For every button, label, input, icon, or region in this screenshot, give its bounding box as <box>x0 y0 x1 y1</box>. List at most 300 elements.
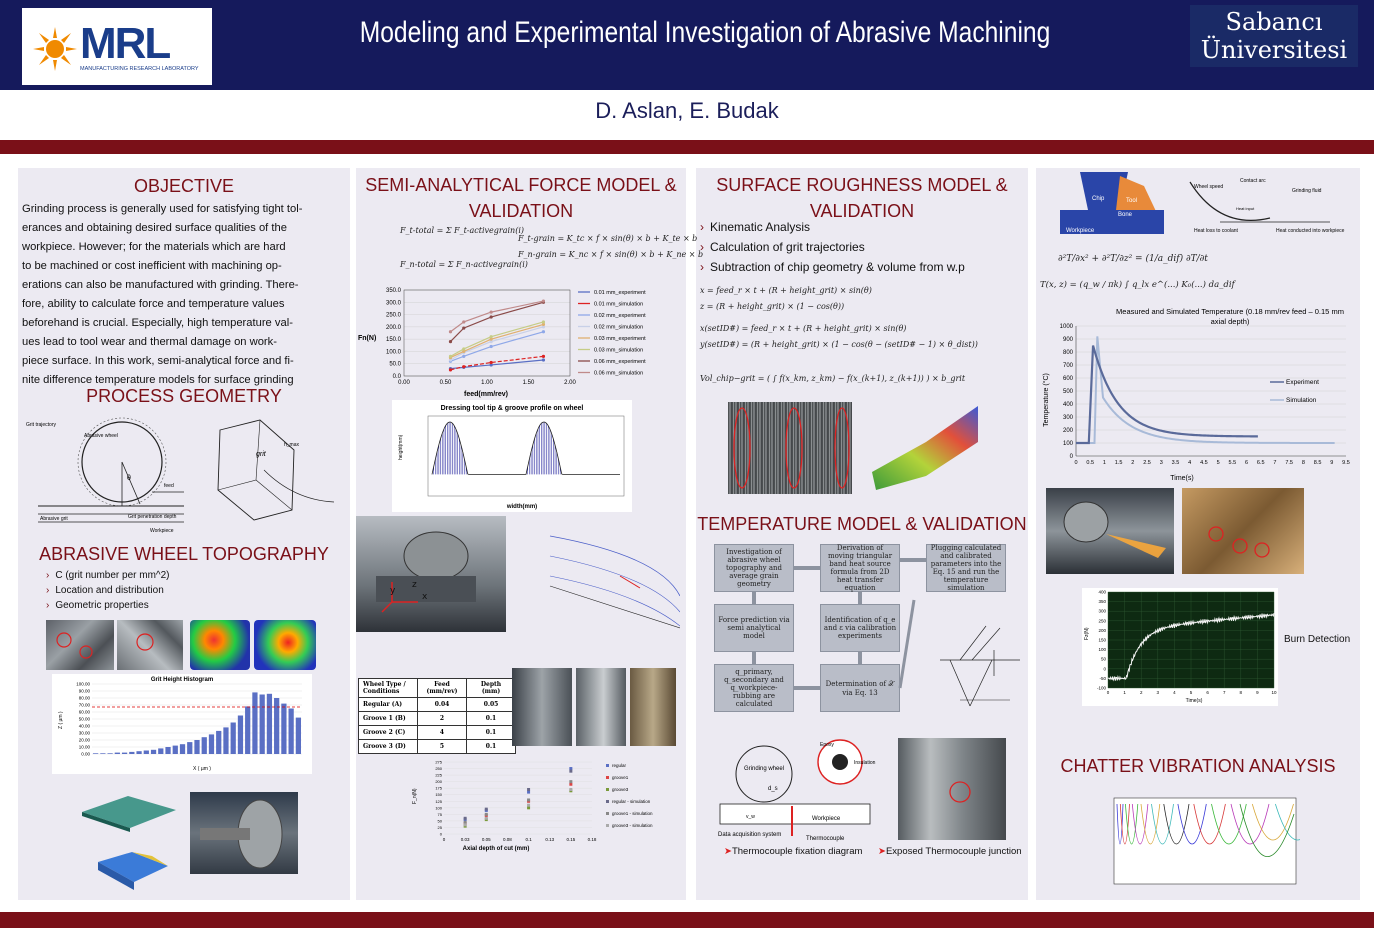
topography-3d-map-1 <box>190 620 250 670</box>
chart1-legend-label: 0.01 mm_experiment <box>594 290 646 296</box>
chart1-x-tick: 1.50 <box>522 380 535 386</box>
histogram-bar <box>180 744 185 754</box>
chart1-point <box>462 326 465 329</box>
temp-chart-x-tick: 7 <box>1273 460 1277 466</box>
chart3-y-tick: 175 <box>435 785 442 791</box>
objective-line: nite difference temperature models for surface grinding <box>22 374 294 386</box>
temp-legend-label: Simulation <box>1286 397 1317 404</box>
table-row <box>359 726 516 740</box>
topography-bullet: › C (grit number per mm^2) <box>46 570 170 581</box>
histogram-y-tick: 10.00 <box>78 744 90 750</box>
chart1-legend-label: 0.02 mm_simulation <box>594 324 644 331</box>
force-feed-chart <box>356 284 686 402</box>
mrl-logo <box>22 8 212 85</box>
force-title-line2: VALIDATION <box>468 201 574 221</box>
histogram-bar <box>202 737 207 754</box>
temperature-solution-equation: T(x, z) = (q_w / πk) ∫ q_lx e^(...) K₀(...) da_dif <box>1040 280 1235 290</box>
histogram-y-tick: 40.00 <box>78 723 90 729</box>
histogram-bar <box>289 709 294 755</box>
burn-chart-x-tick: 5 <box>1189 690 1193 695</box>
process-geometry-diagram <box>24 410 344 540</box>
force-title <box>356 172 686 224</box>
objective-line: to be machined or cost inefficient with machining op- <box>22 260 282 272</box>
authors: D. Aslan, E. Budak <box>595 98 779 123</box>
chart3-legend-label: groove1 - simulation <box>612 811 653 816</box>
temp-chart-y-tick: 900 <box>1062 337 1073 343</box>
chart1-point <box>490 345 493 348</box>
objective-line: beforehand is crucial. Especially, high temperature val- <box>22 317 293 329</box>
label-daq: Data acquisition system <box>718 832 782 838</box>
table-cell: Groove 2 (C) <box>359 726 418 740</box>
wheel-surface-photo-1 <box>46 620 114 670</box>
chart1-x-tick: 0.50 <box>439 380 452 386</box>
force-title-line1: SEMI-ANALYTICAL FORCE MODEL & <box>365 175 677 195</box>
histogram-y-tick: 90.00 <box>78 688 90 694</box>
poster-title: Modeling and Experimental Investigation of Abrasive Machining <box>359 16 1051 49</box>
table-cell: 0.1 <box>467 726 516 740</box>
histogram-bar <box>260 695 265 755</box>
chart3-legend-swatch <box>606 788 609 791</box>
temp-chart-x-tick: 8 <box>1301 460 1305 466</box>
burn-chart-y-tick: -100 <box>1096 685 1106 691</box>
chart3-legend-label: groove3 - simulation <box>612 823 653 828</box>
table-cell: 0.04 <box>418 698 467 712</box>
chart3-point <box>569 780 572 783</box>
burn-chart-y-tick: 250 <box>1098 618 1106 624</box>
burn-chart-x-tick: 2 <box>1139 690 1143 695</box>
roughness-title-line1: SURFACE ROUGHNESS MODEL & <box>716 175 1008 195</box>
burn-chart-y-tick: -50 <box>1099 675 1106 681</box>
chart1-legend-label: 0.03 mm_simulation <box>594 347 644 354</box>
histogram-y-tick: 60.00 <box>78 709 90 715</box>
label-abrasive-wheel: Abrasive wheel <box>84 433 118 439</box>
chart1-ylabel: Fn(N) <box>358 335 377 342</box>
chart1-y-tick: 150.0 <box>385 337 401 344</box>
chart1-y-tick: 100.0 <box>385 349 401 356</box>
bullet-arrow-icon: › <box>46 585 50 596</box>
histogram-xlabel: X ( µm ) <box>193 766 211 772</box>
histogram-bar <box>93 753 98 754</box>
bullet-arrow-icon: › <box>46 570 50 581</box>
chart3-x-tick: 0 <box>442 837 446 842</box>
burn-chart-x-tick: 10 <box>1271 690 1277 695</box>
table-header: Feed (mm/rev) <box>418 679 467 698</box>
label-heat-input: Heat input <box>1236 206 1255 211</box>
surface-plot-1 <box>76 776 180 834</box>
burn-chart-x-tick: 0 <box>1106 690 1110 695</box>
temp-chart-x-tick: 9.5 <box>1342 460 1350 466</box>
temp-chart-x-tick: 6 <box>1244 460 1249 466</box>
chart1-point <box>462 347 465 350</box>
label-contact-arc: Contact arc <box>1240 178 1266 184</box>
grit-trajectory-simulation <box>540 516 680 632</box>
temp-chart-x-tick: 3 <box>1159 460 1163 466</box>
temp-chart-x-tick: 0 <box>1074 460 1078 466</box>
objective-line: Grinding process is generally used for satisfying tight tol- <box>22 203 303 215</box>
chart1-legend-label: 0.06 mm_simulation <box>594 370 644 377</box>
histogram-y-tick: 50.00 <box>78 716 90 722</box>
grooved-wheel-photo-1 <box>512 668 572 746</box>
grinding-setup-photo <box>356 516 506 632</box>
bullet-arrow-icon: › <box>700 220 704 234</box>
top-band <box>0 140 1374 154</box>
caption-thermocouple-fixation: ➤Thermocouple fixation diagram <box>724 846 863 857</box>
process-geometry-title: PROCESS GEOMETRY <box>86 386 282 406</box>
temp-chart-x-tick: 2 <box>1131 460 1135 466</box>
burn-chart-xlabel: Time(s) <box>1185 698 1203 704</box>
roughness-title-line2: VALIDATION <box>809 201 915 221</box>
temp-legend-label: Experiment <box>1286 379 1319 386</box>
roughness-eq-1: x = feed_r × t + (R + height_grit) × sin(θ) <box>700 286 872 295</box>
label-heat-coolant: Heat loss to coolant <box>1194 228 1238 234</box>
chart3-point <box>464 817 467 820</box>
chart3-legend-label: regular - simulation <box>612 799 651 804</box>
label-ds: d_s <box>768 786 778 792</box>
table-cell: 4 <box>418 726 467 740</box>
roughness-bullet: › Calculation of grit trajectories <box>700 240 865 254</box>
mrl-logo-text: MRL <box>80 19 170 68</box>
chart1-point <box>490 315 493 318</box>
histogram-bar <box>187 742 192 754</box>
temp-chart-y-tick: 100 <box>1062 441 1073 447</box>
chart1-point <box>542 320 545 323</box>
chart3-y-tick: 275 <box>435 759 442 765</box>
burn-chart-x-tick: 6 <box>1206 690 1209 695</box>
table-cell: Groove 1 (B) <box>359 712 418 726</box>
burn-chart-x-tick: 3 <box>1156 690 1160 695</box>
roughness-title <box>696 172 1028 224</box>
sabanci-logo-line2: Üniversitesi <box>1200 36 1348 64</box>
chart1-y-tick: 300.0 <box>385 300 401 307</box>
objective-text <box>22 200 348 390</box>
label-heat-workpiece: Heat conducted into workpiece <box>1276 228 1345 234</box>
chart3-point <box>464 821 467 824</box>
flow-box-3: Plugging calculated and calibrated parameters into the Eq. 15 and run the temperature simulation <box>926 544 1006 592</box>
burn-chart-y-tick: 0 <box>1103 666 1106 672</box>
chart3-point <box>527 798 530 801</box>
label-epoxy: Epoxy <box>820 742 834 748</box>
flow-box-6: q_primary, q_secondary and q_workpiece-rubbing are calculated <box>714 664 794 712</box>
chart3-point <box>569 767 572 770</box>
grinding-sparks-photo <box>1046 488 1174 574</box>
depth-force-chart <box>410 758 660 854</box>
chatter-title: CHATTER VIBRATION ANALYSIS <box>1060 756 1336 776</box>
roughness-bullet: › Kinematic Analysis <box>700 220 811 234</box>
label-thermocouple: Thermocouple <box>806 836 845 842</box>
wheel-surface-photo-2 <box>117 620 183 670</box>
chart3-legend-swatch <box>606 812 609 815</box>
topography-3d-map-2 <box>254 620 316 670</box>
heat-source-geometry-diagram <box>930 620 1026 714</box>
burn-chart-x-tick: 7 <box>1222 690 1226 695</box>
grinding-machine-photo-1 <box>190 792 298 874</box>
histogram-y-tick: 70.00 <box>78 702 90 708</box>
table-cell: 0.1 <box>467 712 516 726</box>
label-workpiece-diagram: Workpiece <box>812 816 841 822</box>
chart3-point <box>527 804 530 807</box>
chart3-x-tick: 0.1 <box>525 837 532 842</box>
burn-chart-y-tick: 150 <box>1098 637 1106 643</box>
roughness-eq-2: z = (R + height_grit) × (1 − cos(θ)) <box>700 302 845 311</box>
temp-chart-x-tick: 8.5 <box>1313 460 1322 466</box>
chart2-ylabel: height(mm) <box>398 434 404 460</box>
table-cell: Groove 3 (D) <box>359 740 418 754</box>
temp-chart-y-tick: 800 <box>1062 350 1073 356</box>
sabanci-logo-line1: Sabancı <box>1225 8 1323 36</box>
temp-chart-y-tick: 200 <box>1062 428 1073 434</box>
objective-title: OBJECTIVE <box>133 176 235 196</box>
histogram-y-tick: 0.00 <box>81 751 90 757</box>
objective-line: fore, ability to calculate force and temperature values <box>22 298 285 310</box>
histogram-bar <box>296 718 301 754</box>
chart1-point <box>462 355 465 358</box>
burn-chart-x-tick: 4 <box>1173 690 1176 695</box>
chart3-legend-swatch <box>606 764 609 767</box>
label-workpiece: Workpiece <box>150 528 174 534</box>
simulated-surface-3d <box>866 402 982 490</box>
label-grit-penetration: Grit penetration depth <box>128 514 177 520</box>
chart3-point <box>527 788 530 791</box>
label-tool: Tool <box>1126 198 1138 204</box>
histogram-bar <box>238 716 243 755</box>
caption-arrow-icon: ➤ <box>724 846 732 857</box>
roughness-eq-3: x(setID#) = feed_r × t + (R + height_grit) × sin(θ) <box>700 324 907 333</box>
chart1-legend-label: 0.02 mm_experiment <box>594 313 646 319</box>
roughness-eq-4: y(setID#) = (R + height_grit) × (1 − cos(θ − (setID# − 1) × θ_dist)) <box>700 340 978 349</box>
grooved-wheel-photo-3 <box>630 668 676 746</box>
force-eq-3: F_t-grain = K_tc × f × sin(θ) × b + K_te × b <box>518 234 698 243</box>
chart3-x-tick: 0.18 <box>587 837 597 842</box>
chart3-y-tick: 250 <box>435 766 442 772</box>
sun-icon <box>33 27 77 71</box>
label-wheel-speed: Wheel speed <box>1194 184 1224 190</box>
chart1-point <box>449 340 452 343</box>
grit-height-histogram <box>52 674 312 774</box>
temp-chart-title-line1: Measured and Simulated Temperature (0.18 mm/rev feed – 0.15 mm <box>1116 307 1344 316</box>
chart1-y-tick: 50.0 <box>389 361 401 368</box>
groove-profile-chart <box>392 400 632 512</box>
label-abrasive-grit: Abrasive grit <box>40 516 68 522</box>
label-grinding-fluid: Grinding fluid <box>1292 188 1322 194</box>
chart3-y-tick: 25 <box>437 824 442 830</box>
topography-bullet: › Geometric properties <box>46 600 149 611</box>
chart3-y-tick: 125 <box>435 798 442 804</box>
histogram-bar <box>144 751 149 755</box>
roughness-bullet: › Subtraction of chip geometry & volume from w.p <box>700 260 965 274</box>
objective-line: erances and obtaining desired surface qualities of the <box>22 222 287 234</box>
temp-simulation-line <box>1076 336 1335 443</box>
chart1-point <box>490 361 493 364</box>
chart3-y-tick: 200 <box>435 779 442 785</box>
burn-chart-ylabel: Fz(N) <box>1084 627 1090 640</box>
histogram-bar <box>107 753 112 754</box>
temp-chart-x-tick: 9 <box>1330 460 1334 466</box>
bullet-arrow-icon: › <box>700 260 704 274</box>
burn-chart-y-tick: 200 <box>1098 627 1106 633</box>
label-bone: Bone <box>1118 212 1133 218</box>
objective-line: piece surface. In this work, semi-analytical force and fi- <box>22 355 294 367</box>
table-cell: 0.1 <box>467 740 516 754</box>
temp-chart-y-tick: 400 <box>1062 402 1073 408</box>
wheel-conditions-table <box>358 678 516 754</box>
chart3-legend-swatch <box>606 776 609 779</box>
chart3-y-tick: 100 <box>435 805 442 811</box>
chart3-x-tick: 0.05 <box>481 837 491 842</box>
flow-box-1: Investigation of abrasive wheel topography and average grain geometry <box>714 544 794 592</box>
chart3-y-tick: 75 <box>437 811 442 817</box>
temp-chart-x-tick: 5 <box>1216 460 1220 466</box>
chart3-point <box>485 817 488 820</box>
chart3-legend-label: regular <box>612 763 627 768</box>
chart3-legend-label: groove1 <box>612 775 629 780</box>
chart1-legend-label: 0.01 mm_simulation <box>594 301 644 308</box>
grit-3d-block <box>218 420 294 520</box>
flow-box-7: Determination of 𝒳 via Eq. 13 <box>820 664 900 712</box>
chart1-point <box>542 355 545 358</box>
roughness-eq-5: Vol_chip−grit = ( ∫ f(x_km, z_km) − f(x_(k+1), z_(k+1)) ) × b_grit <box>700 374 966 383</box>
label-grit-trajectory: Grit trajectory <box>26 422 57 428</box>
axis-label-y: y <box>390 586 396 596</box>
chart1-x-tick: 2.00 <box>564 380 576 386</box>
burn-chart-y-tick: 50 <box>1100 656 1106 662</box>
thermocouple-fixation-diagram <box>716 732 886 844</box>
chart3-point <box>569 783 572 786</box>
chart1-point <box>542 299 545 302</box>
chart3-legend-label: groove3 <box>612 787 629 792</box>
chart1-point <box>462 320 465 323</box>
chart3-xlabel: Axial depth of cut (mm) <box>462 846 530 852</box>
table-row <box>359 712 516 726</box>
chart3-y-tick: 150 <box>435 792 442 798</box>
label-theta: θ <box>127 475 131 482</box>
table-header-row <box>359 679 516 698</box>
chart3-x-tick: 0.03 <box>460 837 470 842</box>
histogram-bar <box>165 747 170 754</box>
label-chip: Chip <box>1092 196 1105 202</box>
chart1-y-tick: 200.0 <box>385 324 401 331</box>
chart1-point <box>490 335 493 338</box>
histogram-bar <box>209 734 214 754</box>
workpiece-block <box>720 804 870 824</box>
temp-chart-y-tick: 0 <box>1069 454 1073 460</box>
topography-title: ABRASIVE WHEEL TOPOGRAPHY <box>39 544 329 564</box>
chart1-point <box>542 330 545 333</box>
chart3-point <box>527 806 530 809</box>
histogram-bar <box>216 731 221 754</box>
grinding-heat-diagram <box>1180 172 1350 242</box>
chart1-point <box>542 358 545 361</box>
burn-chart-x-tick: 1 <box>1123 690 1126 695</box>
burn-chart-x-tick: 8 <box>1239 690 1243 695</box>
label-hmax: h_max <box>284 442 300 448</box>
table-cell: 0.05 <box>467 698 516 712</box>
label-grinding-wheel: Grinding wheel <box>743 766 785 772</box>
histogram-bar <box>100 753 105 754</box>
temp-chart-x-tick: 6.5 <box>1256 460 1265 466</box>
histogram-bar <box>129 752 134 754</box>
chart1-point <box>449 355 452 358</box>
table-cell: 5 <box>418 740 467 754</box>
chart1-point <box>449 368 452 371</box>
histogram-title: Grit Height Histogram <box>150 677 214 683</box>
table-header: Depth (mm) <box>467 679 516 698</box>
chart1-point <box>490 311 493 314</box>
chart3-y-tick: 225 <box>435 772 442 778</box>
chart3-x-tick: 0.13 <box>545 837 555 842</box>
sabanci-logo <box>1190 5 1358 67</box>
chart3-y-tick: 0 <box>439 831 442 837</box>
bottom-band <box>0 912 1374 928</box>
histogram-y-tick: 30.00 <box>78 730 90 736</box>
temp-chart-x-tick: 2.5 <box>1143 460 1151 466</box>
caption-exposed-thermocouple: ➤Exposed Thermocouple junction <box>878 846 1022 857</box>
chart1-point <box>449 330 452 333</box>
chart3-x-tick: 0.08 <box>503 837 512 842</box>
chart1-x-tick: 1.00 <box>481 380 493 386</box>
chart1-point <box>462 365 465 368</box>
exposed-thermocouple-photo <box>898 738 1006 840</box>
histogram-bar <box>223 727 228 754</box>
temp-chart-x-tick: 4.5 <box>1200 460 1208 466</box>
chart1-legend-label: 0.03 mm_experiment <box>594 336 646 342</box>
chart3-point <box>485 808 488 811</box>
chart3-point <box>485 813 488 816</box>
temp-chart-x-tick: 5.5 <box>1228 460 1237 466</box>
temp-chart-x-tick: 3.5 <box>1171 460 1180 466</box>
histogram-bar <box>274 698 279 754</box>
burn-chart-y-tick: 400 <box>1098 589 1106 595</box>
histogram-bar <box>136 751 141 754</box>
surface-plot-2 <box>92 842 172 898</box>
topography-bullet: › Location and distribution <box>46 585 164 596</box>
bone-grinding-diagram <box>1058 170 1168 240</box>
burn-chart-y-tick: 100 <box>1098 647 1106 653</box>
chart1-x-tick: 0.00 <box>398 380 410 386</box>
burn-chart-y-tick: 300 <box>1098 608 1106 614</box>
bullet-arrow-icon: › <box>46 600 50 611</box>
histogram-bar <box>252 692 257 754</box>
chatter-stability-chart <box>1100 794 1300 894</box>
chart1-y-tick: 250.0 <box>385 312 401 319</box>
chart3-point <box>464 823 467 826</box>
grooved-wheel-photo-2 <box>576 668 626 746</box>
temp-chart-x-tick: 0.5 <box>1086 460 1095 466</box>
chart3-legend-swatch <box>606 800 609 803</box>
chart3-point <box>527 791 530 794</box>
histogram-bar <box>245 706 250 754</box>
table-header: Wheel Type / Conditions <box>359 679 418 698</box>
table-cell: 2 <box>418 712 467 726</box>
temp-chart-y-tick: 300 <box>1062 415 1073 421</box>
temperature-chart <box>1040 300 1360 484</box>
histogram-bar <box>194 740 199 754</box>
chart3-ylabel: F_n(N) <box>412 788 418 804</box>
histogram-y-tick: 100.00 <box>76 681 90 687</box>
histogram-bar <box>151 750 156 754</box>
label-feed: feed <box>164 483 174 489</box>
histogram-bar <box>115 753 120 754</box>
force-eq-2: F_n-total = Σ F_n-activegrain(i) <box>400 260 528 269</box>
axis-label-z: z <box>412 580 417 590</box>
temp-chart-x-tick: 4 <box>1188 460 1192 466</box>
label-workpiece-bone: Workpiece <box>1066 228 1095 234</box>
chart3-y-tick: 50 <box>437 818 442 824</box>
histogram-bar <box>173 746 178 754</box>
label-grit: grit <box>256 451 266 458</box>
temp-chart-x-tick: 1.5 <box>1114 460 1123 466</box>
histogram-bar <box>158 748 163 754</box>
temp-chart-ylabel: Temperature (°C) <box>1043 373 1050 427</box>
